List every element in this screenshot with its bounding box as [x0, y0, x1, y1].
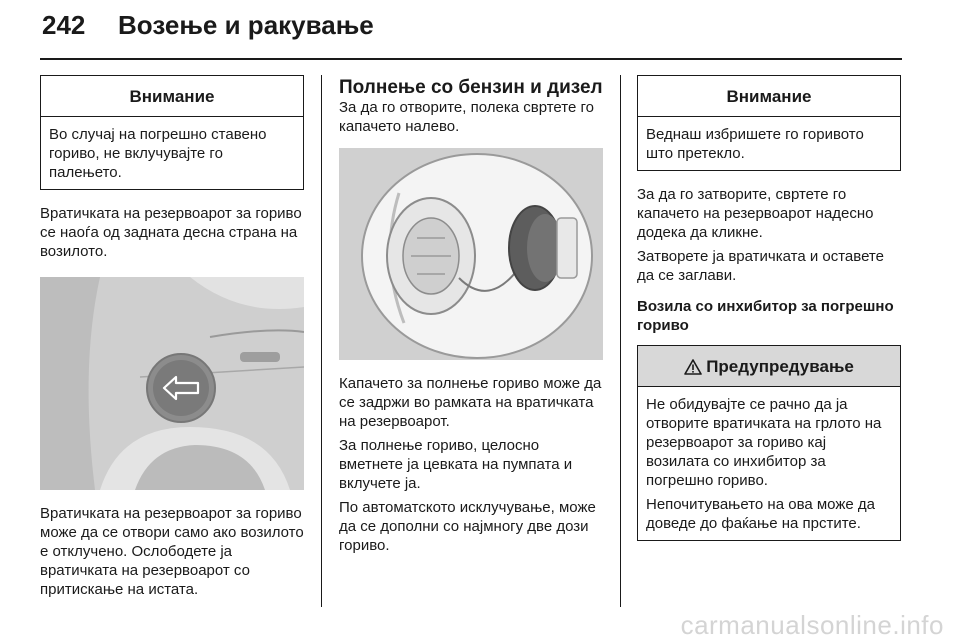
- column-1: [40, 75, 304, 599]
- header-rule: [40, 58, 902, 60]
- column-divider: [620, 75, 621, 607]
- col1-text-2: [40, 504, 304, 599]
- column-3: [637, 75, 901, 541]
- page-number: 242: [42, 10, 86, 40]
- caution-text: Веднаш избришете го горивото што претекло.: [646, 126, 864, 162]
- paragraph: За да го отворите, полека свртете го капачето налево.: [339, 99, 594, 135]
- warning-triangle-icon: [684, 359, 702, 375]
- paragraph: Вратичката на резервоарот за гориво може да се отвори само ако возилото е отклучено. Ослободете ја вратичката на резервоарот со притискање на истата.: [40, 505, 304, 598]
- col1-text: [40, 204, 304, 261]
- warning-body: [638, 387, 900, 540]
- col2-text-2: [339, 374, 603, 555]
- paragraph: За полнење гориво, целосно вметнете ја цевката на пумпата и вклучете ја.: [339, 437, 573, 492]
- caution-box: [40, 75, 304, 190]
- col2-text: [339, 98, 603, 136]
- paragraph: Затворете ја вратичката и оставете да се заглави.: [637, 248, 884, 284]
- watermark: carmanualsonline.info: [680, 610, 944, 640]
- warning-text: Не обидувајте се рачно да ја отворите вратичката на грлото на резервоарот за гориво кај возилата со инхибитор за погрешно гориво.: [646, 396, 882, 489]
- section-title: Полнење со бензин и дизел: [339, 77, 603, 98]
- caution-body: [638, 117, 900, 170]
- paragraph: За да го затворите, свртете го капачето на резервоарот надесно додека да кликне.: [637, 186, 874, 241]
- subheading: Возила со инхибитор за погрешно гориво: [637, 298, 894, 334]
- warning-text: Непочитувањето на ова може да доведе до фаќање на прстите.: [646, 496, 875, 532]
- caution-body: [41, 117, 303, 189]
- caution-box: [637, 75, 901, 171]
- caution-text: Во случај на погрешно ставено гориво, не вклучувајте го палењето.: [49, 126, 267, 181]
- fuel-door-location-figure: [40, 277, 304, 490]
- warning-box: [637, 345, 901, 541]
- paragraph: Капачето за полнење гориво може да се задржи во рамката на вратичката на резервоарот.: [339, 375, 602, 430]
- caution-title: Внимание: [638, 76, 900, 117]
- caution-title: Внимание: [41, 76, 303, 117]
- column-divider: [321, 75, 322, 607]
- paragraph: По автоматското исклучување, може да се дополни со најмногу две дози гориво.: [339, 499, 596, 554]
- page-title: Возење и ракување: [118, 10, 374, 40]
- warning-title: Предупредување: [706, 357, 854, 376]
- warning-header: [638, 346, 900, 387]
- col3-text: [637, 185, 901, 285]
- column-2: [339, 77, 603, 555]
- fuel-cap-figure: [339, 148, 603, 360]
- paragraph: Вратичката на резервоарот за гориво се наоѓа од задната десна страна на возилото.: [40, 205, 302, 260]
